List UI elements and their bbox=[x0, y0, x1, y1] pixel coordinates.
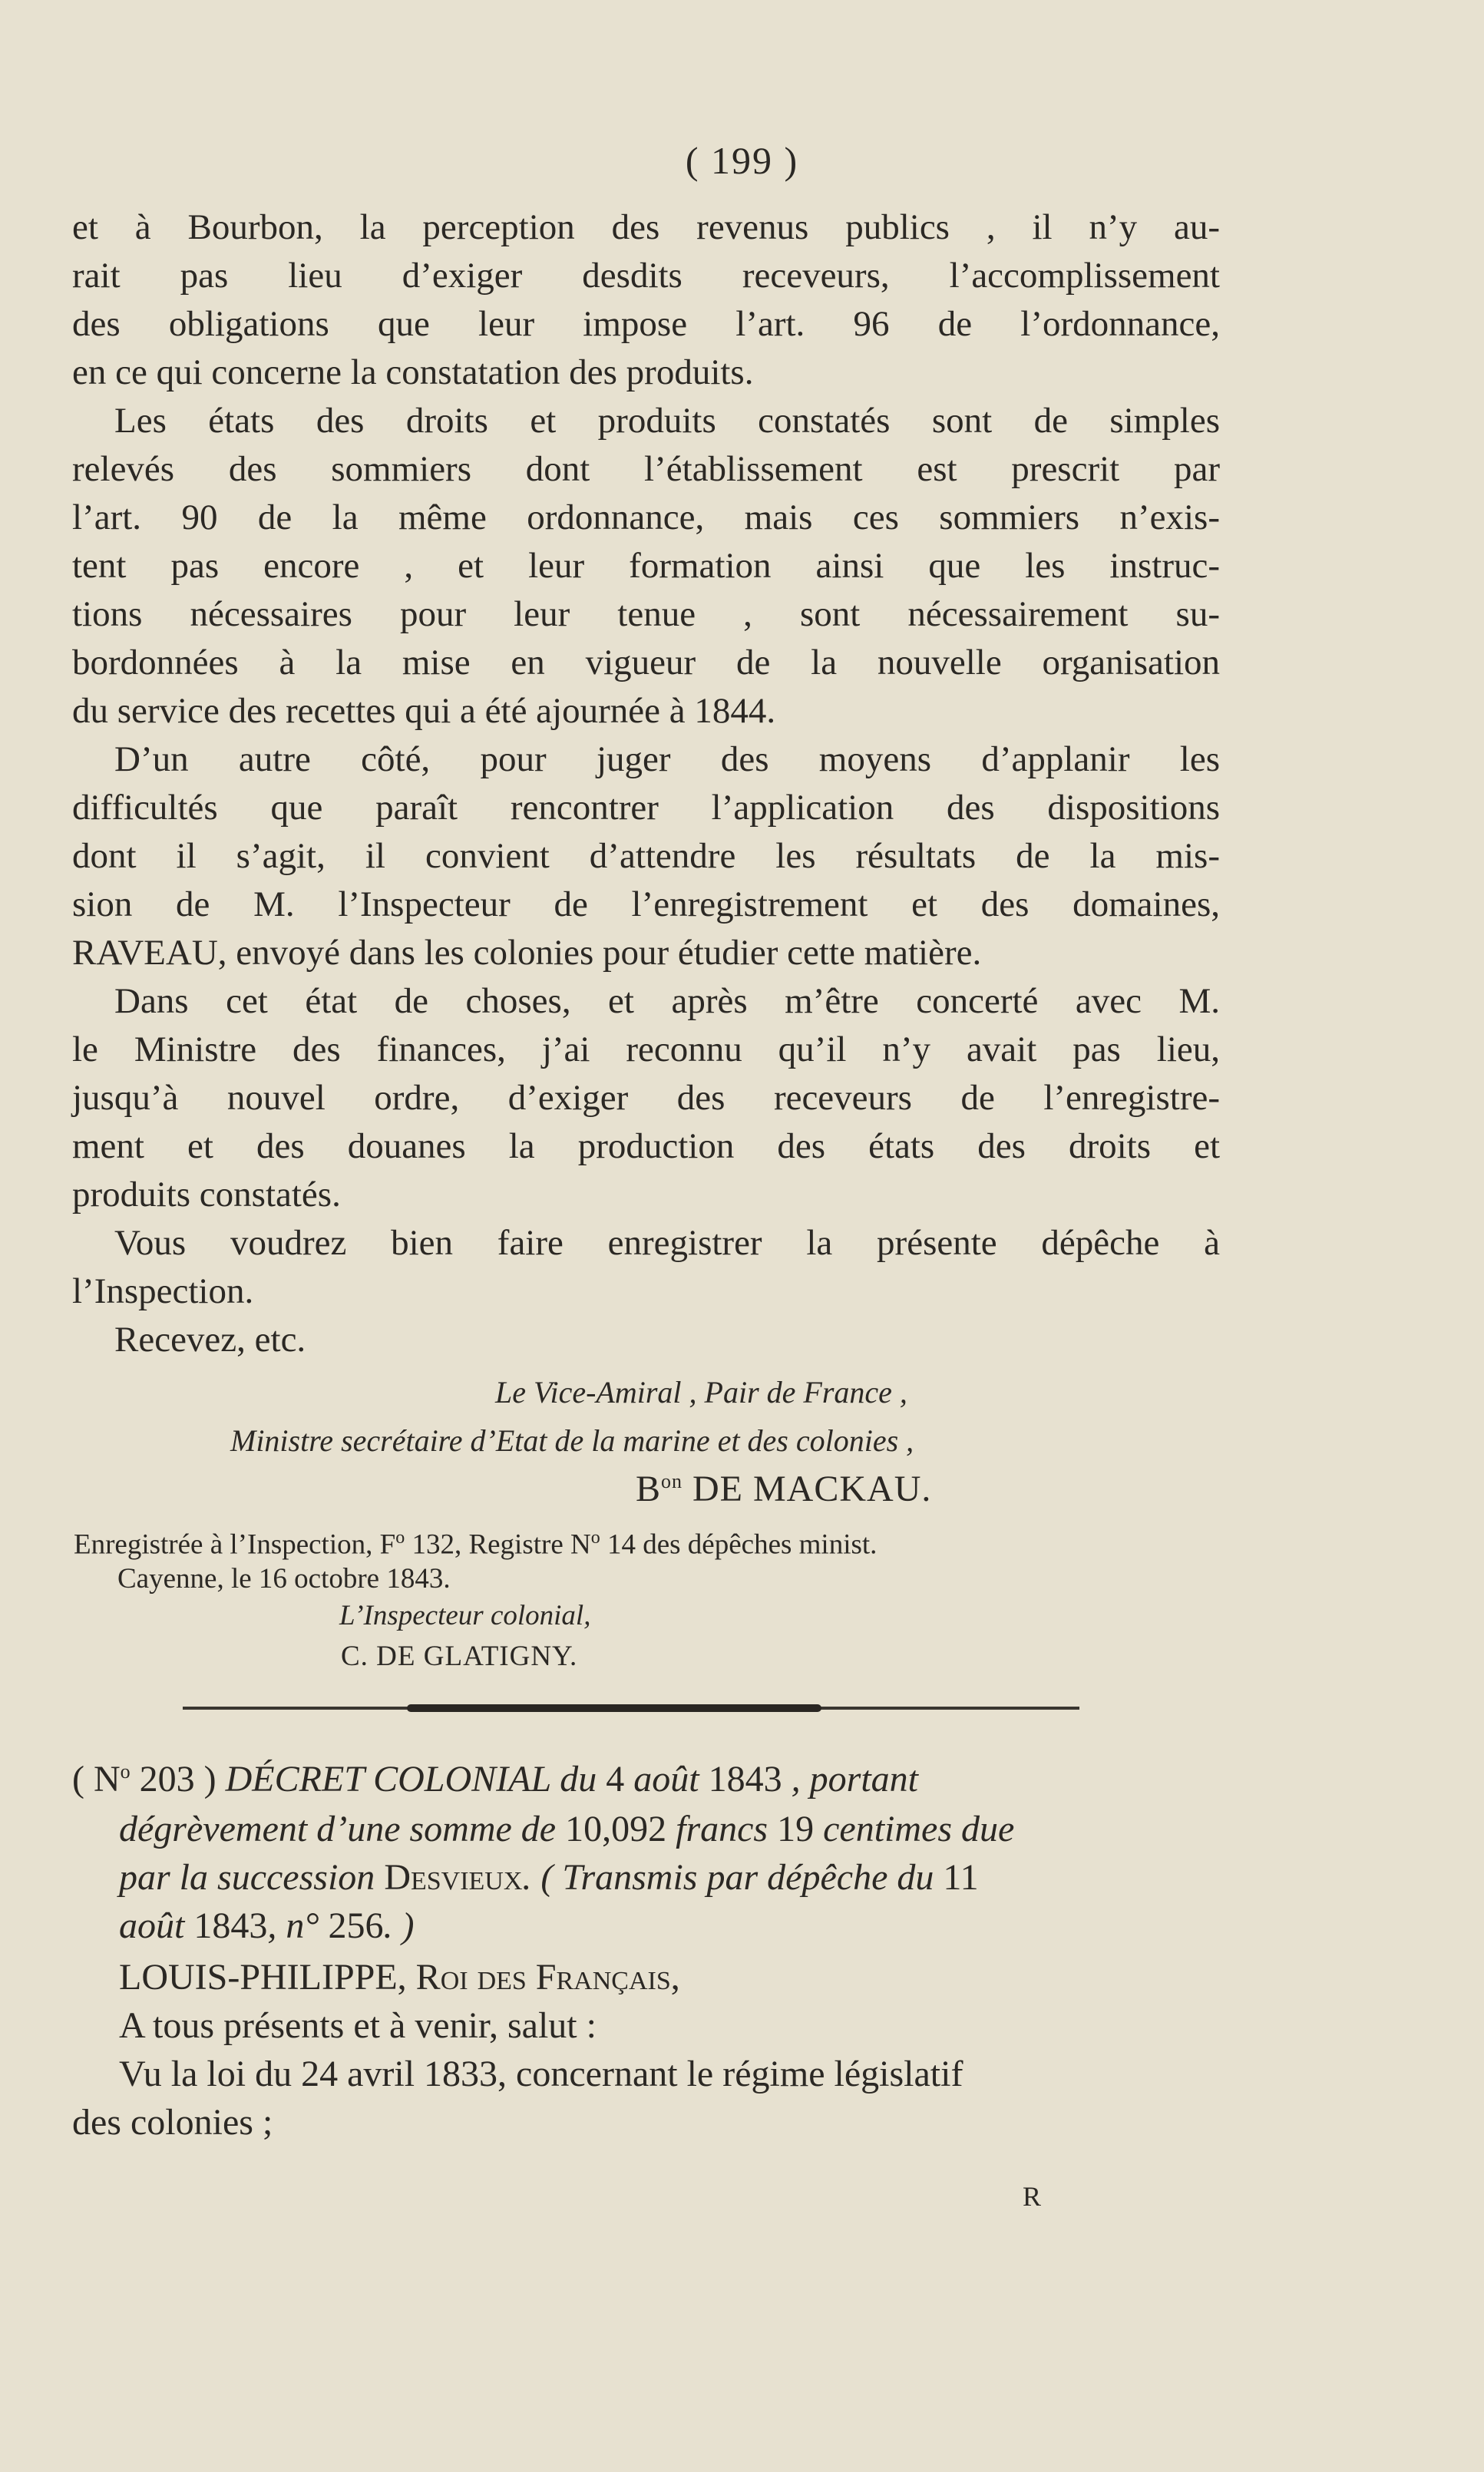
body-line: tent pas encore , et leur formation ainsi que les instruc- bbox=[72, 546, 1220, 586]
signature-title: Le Vice-Amiral , Pair de France , bbox=[495, 1375, 907, 1410]
body-line: Dans cet état de choses, et après m’être concerté avec M. bbox=[114, 981, 1220, 1021]
body-line: le Ministre des finances, j’ai reconnu qu’il n’y avait pas lieu, bbox=[72, 1029, 1220, 1069]
body-line: produits constatés. bbox=[72, 1175, 341, 1215]
body-line: l’art. 90 de la même ordonnance, mais ces sommiers n’exis- bbox=[72, 497, 1220, 537]
section-divider-thick bbox=[407, 1704, 821, 1712]
body-line: jusqu’à nouvel ordre, d’exiger des receveurs de l’enregistre- bbox=[72, 1078, 1220, 1118]
decree-vu-line-2: des colonies ; bbox=[72, 2102, 273, 2143]
body-line: sion de M. l’Inspecteur de l’enregistrement et des domaines, bbox=[72, 884, 1220, 924]
registration-line: Enregistrée à l’Inspection, $F^o$ 132, Registre $N^o$ 14 des dépêches minist. bbox=[74, 1528, 878, 1561]
decree-heading-line-1: ( $N^o$ 203 ) DÉCRET COLONIAL du 4 août 1843 , portant bbox=[72, 1759, 918, 1799]
decree-heading-line-3: par la succession Desvieux. ( Transmis par dépêche du 11 bbox=[119, 1857, 979, 1898]
body-text bbox=[72, 203, 1220, 1364]
body-line: D’un autre côté, pour juger des moyens d’applanir les bbox=[114, 739, 1220, 779]
body-line: des obligations que leur impose l’art. 96 de l’ordonnance, bbox=[72, 304, 1220, 344]
registration-inspector-title: L’Inspecteur colonial, bbox=[339, 1600, 591, 1631]
body-line: relevés des sommiers dont l’établissement est prescrit par bbox=[72, 449, 1220, 489]
body-line: bordonnées à la mise en vigueur de la nouvelle organisation bbox=[72, 643, 1220, 682]
body-line: rait pas lieu d’exiger desdits receveurs, l’accomplissement bbox=[72, 256, 1220, 296]
body-line: et à Bourbon, la perception des revenus publics , il n’y au- bbox=[72, 207, 1220, 247]
decree-heading-line-4: août 1843, n° 256. ) bbox=[119, 1905, 415, 1946]
body-line: du service des recettes qui a été ajournée à 1844. bbox=[72, 691, 776, 731]
body-line: RAVEAU, envoyé dans les colonies pour étudier cette matière. bbox=[72, 933, 982, 973]
registration-inspector-name: C. DE GLATIGNY. bbox=[341, 1641, 578, 1672]
body-line: tions nécessaires pour leur tenue , sont nécessairement su- bbox=[72, 594, 1220, 634]
body-line: en ce qui concerne la constatation des produits. bbox=[72, 352, 754, 392]
signature-name: $B^{on}$ DE MACKAU. bbox=[636, 1469, 932, 1509]
body-line: l’Inspection. bbox=[72, 1271, 254, 1311]
body-line: difficultés que paraît rencontrer l’application des dispositions bbox=[72, 788, 1220, 828]
decree-king-line: LOUIS-PHILIPPE, Roi des Français, bbox=[119, 1957, 680, 1998]
decree-vu-line: Vu la loi du 24 avril 1833, concernant le régime législatif bbox=[119, 2054, 963, 2094]
signature-office: Ministre secrétaire d’Etat de la marine et des colonies , bbox=[230, 1423, 914, 1458]
body-line: Recevez, etc. bbox=[114, 1320, 306, 1360]
registration-place-date: Cayenne, le 16 octobre 1843. bbox=[117, 1563, 451, 1595]
body-line: Vous voudrez bien faire enregistrer la présente dépêche à bbox=[114, 1223, 1220, 1263]
body-line: dont il s’agit, il convient d’attendre les résultats de la mis- bbox=[72, 836, 1220, 876]
signature-mark: R bbox=[1023, 2181, 1042, 2212]
page-number: ( 199 ) bbox=[685, 139, 799, 182]
decree-heading-line-2: dégrèvement d’une somme de 10,092 francs 19 centimes due bbox=[119, 1809, 1015, 1849]
body-line: Les états des droits et produits constatés sont de simples bbox=[114, 401, 1220, 441]
body-line: ment et des douanes la production des états des droits et bbox=[72, 1126, 1220, 1166]
decree-salutation: A tous présents et à venir, salut : bbox=[119, 2005, 597, 2046]
